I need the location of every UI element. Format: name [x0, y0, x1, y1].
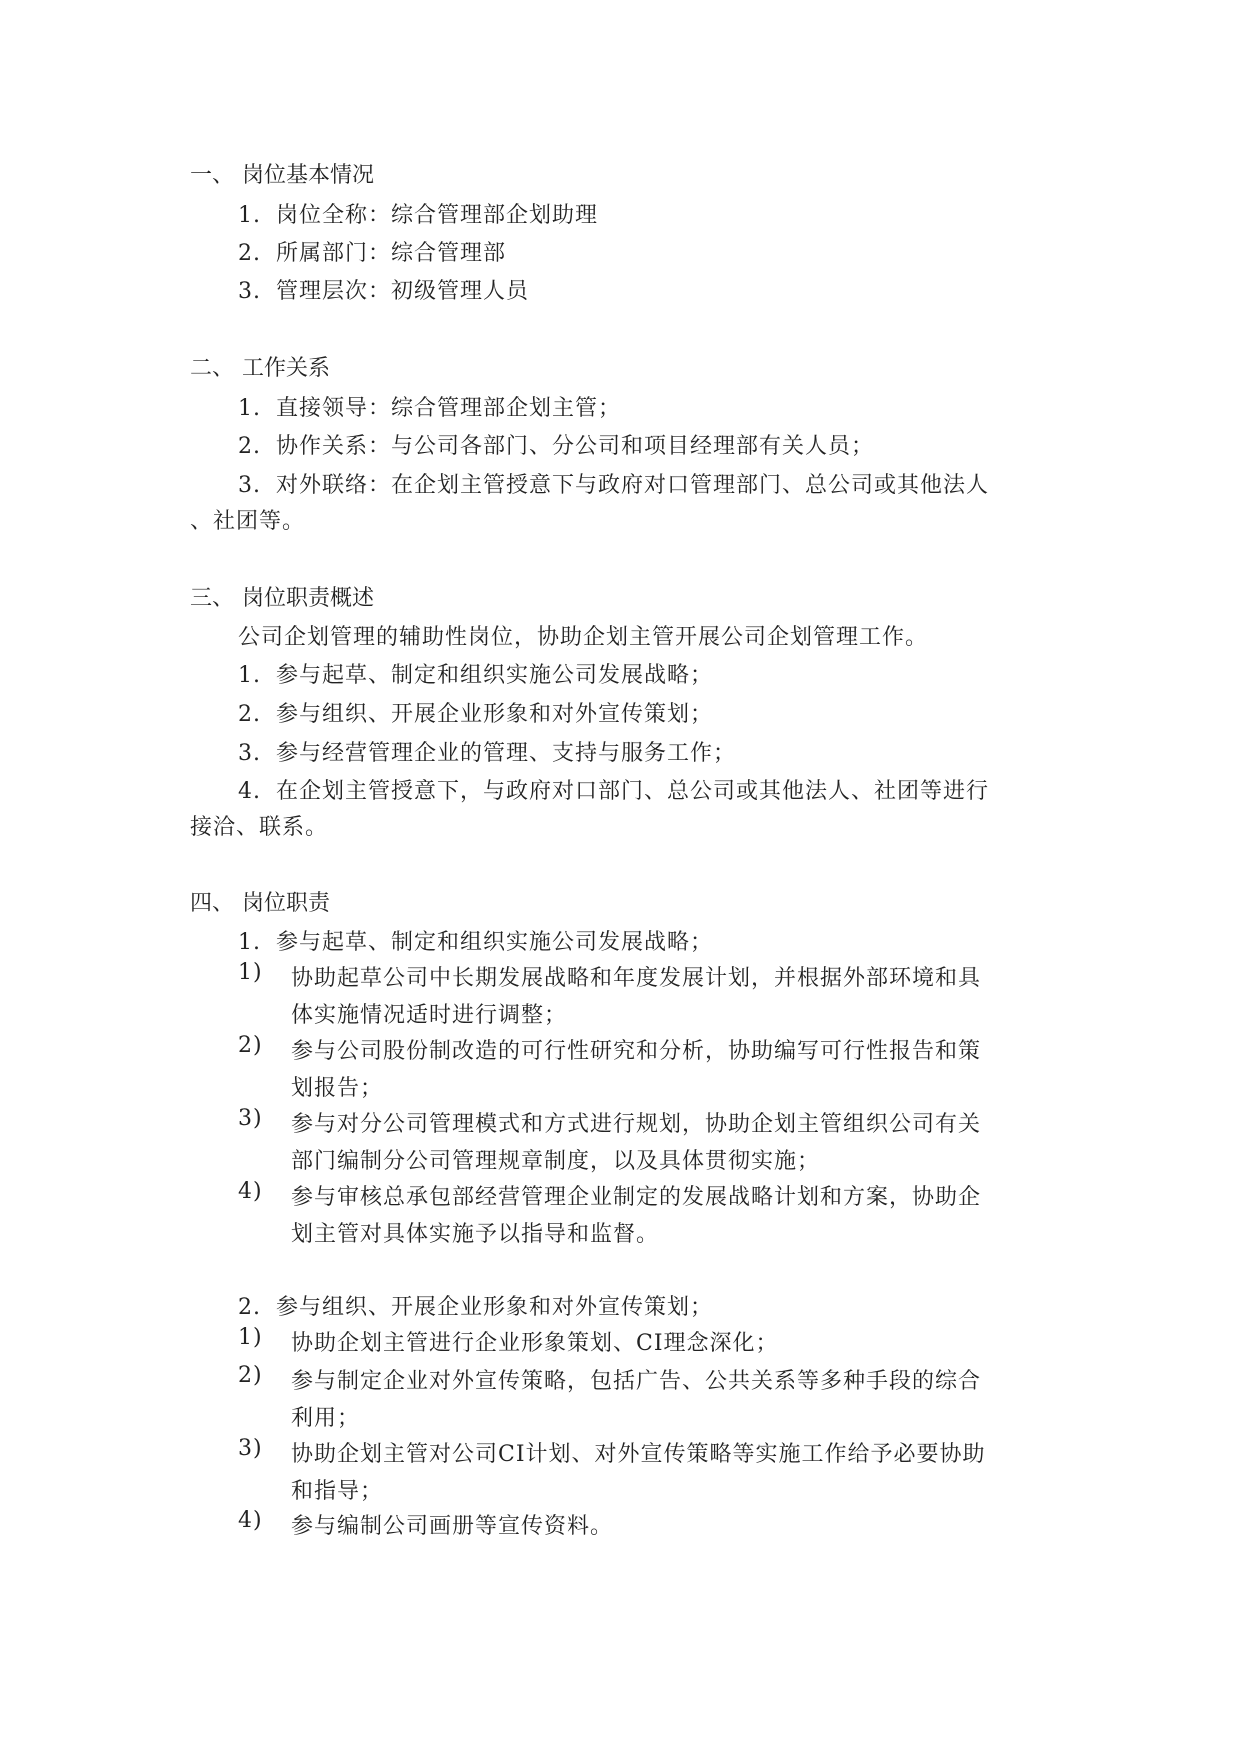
section-number: 三、 — [190, 586, 235, 611]
section-title: 岗位职责概述 — [242, 586, 375, 611]
list-item: 1. 参与起草、制定和组织实施公司发展战略； — [238, 663, 714, 688]
list-item: 3. 对外联络：在企划主管授意下与政府对口管理部门、总公司或其他法人 — [238, 473, 990, 498]
list-item: 2. 所属部门：综合管理部 — [238, 241, 507, 266]
section-title: 工作关系 — [242, 356, 331, 381]
list-item: 3. 管理层次：初级管理人员 — [238, 279, 530, 304]
section-heading — [190, 351, 330, 382]
list-item: 2. 参与组织、开展企业形象和对外宣传策划； — [238, 1295, 714, 1320]
list-item: 2. 协作关系：与公司各部门、分公司和项目经理部有关人员； — [238, 434, 875, 459]
list-item-continuation: 、社团等。 — [190, 509, 306, 534]
list-item: 1. 参与起草、制定和组织实施公司发展战略； — [238, 930, 714, 955]
list-item-continuation: 接洽、联系。 — [190, 815, 329, 840]
section-heading — [190, 581, 374, 612]
list-item: 1. 直接领导：综合管理部企划主管； — [238, 396, 622, 421]
section-number: 四、 — [190, 891, 235, 916]
list-item: 3. 参与经营管理企业的管理、支持与服务工作； — [238, 741, 737, 766]
section-number: 一、 — [190, 163, 235, 188]
section-title: 岗位基本情况 — [242, 163, 375, 188]
list-item: 2. 参与组织、开展企业形象和对外宣传策划； — [238, 702, 714, 727]
section-number: 二、 — [190, 356, 235, 381]
list-item: 1. 岗位全称：综合管理部企划助理 — [238, 203, 599, 228]
section-heading — [190, 158, 374, 189]
section-heading — [190, 886, 330, 917]
section-intro: 公司企划管理的辅助性岗位，协助企划主管开展公司企划管理工作。 — [238, 625, 929, 650]
document-page: 一、 岗位基本情况 1. 岗位全称：综合管理部企划助理 2. 所属部门：综合管理部 3. 管理层次：初级管理人员 二、 工作关系 1. 直接领导：综合管理部企划主管； 2. 协作关系：与公司各部门、分公司和项目经理部有关人员； 3. 对外联络：在企划主管授意下与政府对口管理部门、总公司或其他法人 、社团等。 三、 岗位职责概述 公司企划管理的辅助性岗位，协助企划主管开展公司企划管理工作。 1. 参与起草、制定和组织实施公司发展战略； 2. 参与组织、开展企业形象和对外宣传策划； 3. 参与经营管理企业的管理、支持与服务工作； 4. 在企划主管授意下，与政府对口部门、总公司或其他法人、社团等进行 接洽、联系。 四、 岗位职责 1. 参与起草、制定和组织实施公司发展战略； 1) 协助起草公司中长期发展战略和年度发展计划，并根据外部环境和具 体实施情况适时进行调整； 2) 参与公司股份制改造的可行性研究和分析，协助编写可行性报告和策 划报告； 3) 参与对分公司管理模式和方式进行规划，协助企划主管组织公司有关 部门编制分公司管理规章制度，以及具体贯彻实施； 4) 参与审核总承包部经营管理企业制定的发展战略计划和方案，协助企 划主管对具体实施予以指导和监督。 2. 参与组织、开展企业形象和对外宣传策划； 1) 协助企划主管进行企业形象策划、CI理念深化； 2) 参与制定企业对外宣传策略，包括广告、公共关系等多种手段的综合 利用； 3) 协助企划主管对公司CI计划、对外宣传策略等实施工作给予必要协助 和指导； 4) 参与编制公司画册等宣传资料。 — [0, 0, 1241, 1754]
list-item: 4. 在企划主管授意下，与政府对口部门、总公司或其他法人、社团等进行 — [238, 779, 990, 804]
section-title: 岗位职责 — [242, 891, 331, 916]
